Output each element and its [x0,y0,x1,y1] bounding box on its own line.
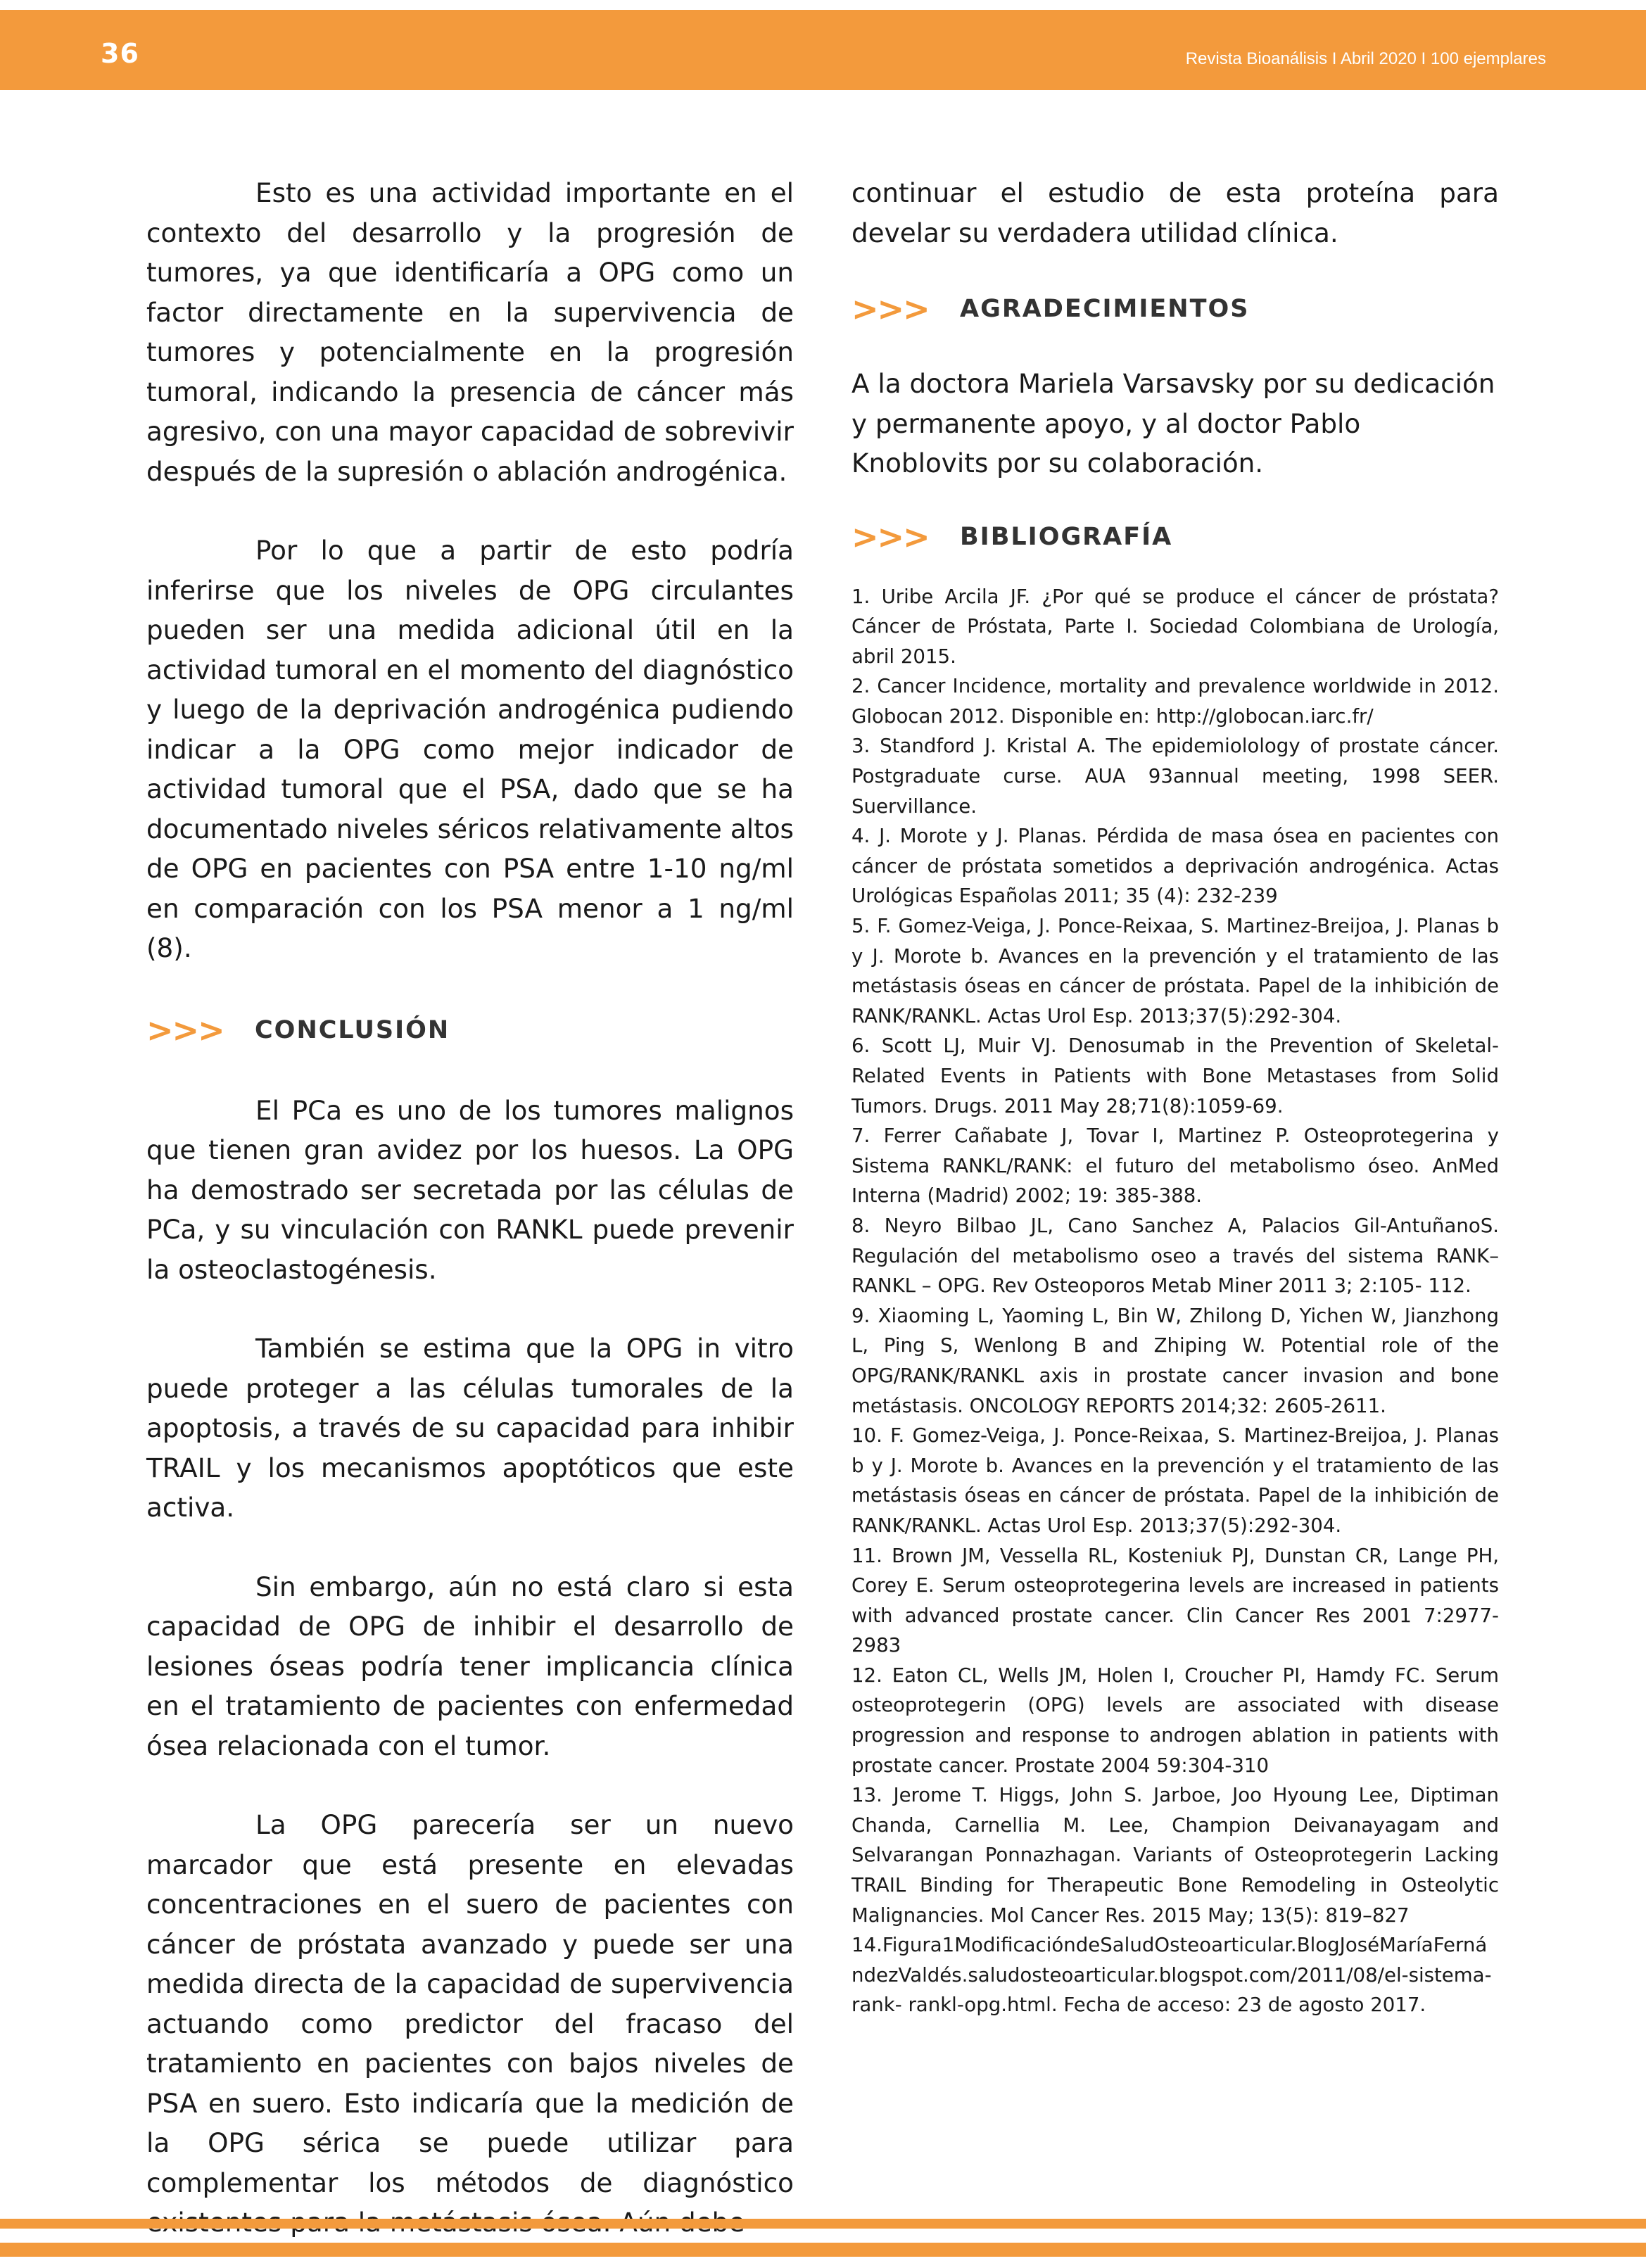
reference-item: 3. Standford J. Kristal A. The epidemiolology of prostate cáncer. Postgraduate curse. AUA 93annual meeting, 1998 SEER. Suervillance. [852,734,1499,818]
reference-item: 13. Jerome T. Higgs, John S. Jarboe, Joo Hyoung Lee, Diptiman Chanda, Carnellia M. Lee, Champion Deivanayagam and Selvarangan Ponnazhagan. Variants of Osteoprotegerin Lacking TRAIL Binding for Therapeutic Bone Remodeling in Osteolytic Malignancies. Mol Cancer Res. 2015 May; 13(5): 819–827 [852,1783,1499,1927]
reference-item: 11. Brown JM, Vessella RL, Kosteniuk PJ, Dunstan CR, Lange PH, Corey E. Serum osteoprotegerina levels are increased in patients with advanced prostate cancer. Clin Cancer Res 2001 7:2977-2983 [852,1543,1499,1657]
reference-item: 12. Eaton CL, Wells JM, Holen I, Croucher PI, Hamdy FC. Serum osteoprotegerin (OPG) levels are associated with disease progression and response to androgen ablation in patients with prostate cancer. Prostate 2004 59:304-310 [852,1663,1499,1777]
footer-rule-bottom [0,2243,1646,2257]
body-paragraph: La OPG parecería ser un nuevo marcador que está presente en elevadas concentraciones en el suero de pacientes con cáncer de próstata avanzado y puede ser una medida directa de la capacidad de supervivencia actuando como predictor del fracaso del tratamiento en pacientes con bajos niveles de PSA en suero. Esto indicaría que la medición de la OPG sérica se puede utilizar para complementar los métodos de diagnóstico [146,1809,794,2198]
section-heading-text: BIBLIOGRAFÍA [960,522,1173,551]
footer-rule-top [0,2219,1646,2229]
body-paragraph: Esto es una actividad importante en el contexto del desarrollo y la progresión de tumores, ya que identificaría a OPG como un factor directamente en la supervivencia de tumores y potencialmente en la progresión tumoral, indicando la presencia de cáncer más agresivo, con una mayor capacidad de sobrevivir después de la supresión o ablación androgénica. [146,177,794,487]
chevron-icon: >>> [852,517,929,556]
reference-item: 4. J. Morote y J. Planas. Pérdida de masa ósea en pacientes con cáncer de próstata sometidos a deprivación androgénica. Actas Urológicas Españolas 2011; 35 (4): 232-239 [852,824,1499,908]
reference-item: 7. Ferrer Cañabate J, Tovar I, Martinez P. Osteoprotegerina y Sistema RANKL/RANK: el futuro del metabolismo óseo. AnMed Interna (Madrid) 2002; 19: 385-388. [852,1124,1499,1208]
page-header-band [0,10,1646,90]
reference-list [852,582,1499,2021]
right-column [852,173,1499,2020]
body-paragraph-continuation: continuar el estudio de esta proteína para develar su verdadera utilidad clínica. [852,177,1499,248]
reference-item: 9. Xiaoming L, Yaoming L, Bin W, Zhilong D, Yichen W, Jianzhong L, Ping S, Wenlong B and Zhiping W. Potential role of the OPG/RANK/RANKL axis in prostate cancer invasion and bone metástasis. ONCOLOGY REPORTS 2014;32: 2605-2611. [852,1303,1499,1417]
body-paragraph: También se estima que la OPG in vitro puede proteger a las células tumorales de la apoptosis, a través de su capacidad para inhibir TRAIL y los mecanismos apoptóticos que este activa. [146,1333,794,1523]
section-heading-acknowledgements [852,288,1499,330]
section-heading-text: AGRADECIMIENTOS [960,295,1250,323]
chevron-icon: >>> [852,290,929,328]
section-heading-conclusion [146,1009,794,1051]
section-heading-bibliography [852,516,1499,558]
masthead-text: Revista Bioanálisis I Abril 2020 I 100 ejemplares [1185,49,1546,68]
body-paragraph: Sin embargo, aún no está claro si esta capacidad de OPG de inhibir el desarrollo de lesiones óseas podría tener implicancia clínica en el tratamiento de pacientes con enfermedad ósea relacionada con el tumor. [146,1571,794,1761]
section-heading-text: CONCLUSIÓN [255,1015,450,1044]
body-paragraph: Por lo que a partir de esto podría inferirse que los niveles de OPG circulantes pueden ser una medida adicional útil en la actividad tumoral en el momento del diagnóstico y luego de la deprivación androgénica pudiendo indicar a la OPG como mejor indicador de actividad tumoral que el PSA, dado que se ha documentado niveles séricos relativamente altos de OPG en pacientes con PSA entre 1-10 ng/ml en comparación con los PSA menor a 1 ng/ml (8). [146,535,794,963]
acknowledgements-text: A la doctora Mariela Varsavsky por su dedicación y permanente apoyo, y al doctor Pablo Knoblovits por su colaboración. [852,368,1495,479]
reference-item: 6. Scott LJ, Muir VJ. Denosumab in the Prevention of Skeletal-Related Events in Patients with Bone Metastases from Solid Tumors. Drugs. 2011 May 28;71(8):1059-69. [852,1034,1499,1117]
reference-item: 1. Uribe Arcila JF. ¿Por qué se produce el cáncer de próstata? Cáncer de Próstata, Parte I. Sociedad Colombiana de Urología, abril 2015. [852,584,1499,668]
chevron-icon: >>> [146,1011,224,1049]
reference-item: 14.Figura1ModificacióndeSaludOsteoarticular.BlogJoséMaríaFernándezValdés.saludosteoarticular.blogspot.com/2011/08/el-sistema-rank- rankl-opg.html. Fecha de acceso: 23 de agosto 2017. [852,1933,1492,2017]
reference-item: 2. Cancer Incidence, mortality and prevalence worldwide in 2012. Globocan 2012. Disponible en: http://globocan.iarc.fr/ [852,674,1499,728]
reference-item: 10. F. Gomez-Veiga, J. Ponce-Reixaa, S. Martinez-Breijoa, J. Planas b y J. Morote b. Avances en la prevención y el tratamiento de las metástasis óseas en cáncer de próstata. Papel de la inhibición de RANK/RANKL. Actas Urol Esp. 2013;37(5):292-304. [852,1424,1499,1537]
reference-item: 8. Neyro Bilbao JL, Cano Sanchez A, Palacios Gil-AntuñanoS. Regulación del metabolismo oseo a través del sistema RANK– RANKL – OPG. Rev Osteoporos Metab Miner 2011 3; 2:105- 112. [852,1213,1499,1298]
left-column [146,173,794,2243]
reference-item: 5. F. Gomez-Veiga, J. Ponce-Reixaa, S. Martinez-Breijoa, J. Planas b y J. Morote b. Avances en la prevención y el tratamiento de las metástasis óseas en cáncer de próstata. Papel de la inhibición de RANK/RANKL. Actas Urol Esp. 2013;37(5):292-304. [852,914,1499,1027]
page-number: 36 [101,38,139,69]
body-paragraph: El PCa es uno de los tumores malignos que tienen gran avidez por los huesos. La OPG ha demostrado ser secretada por las células de PCa, y su vinculación con RANKL puede prevenir la osteoclastogénesis. [146,1094,794,1285]
